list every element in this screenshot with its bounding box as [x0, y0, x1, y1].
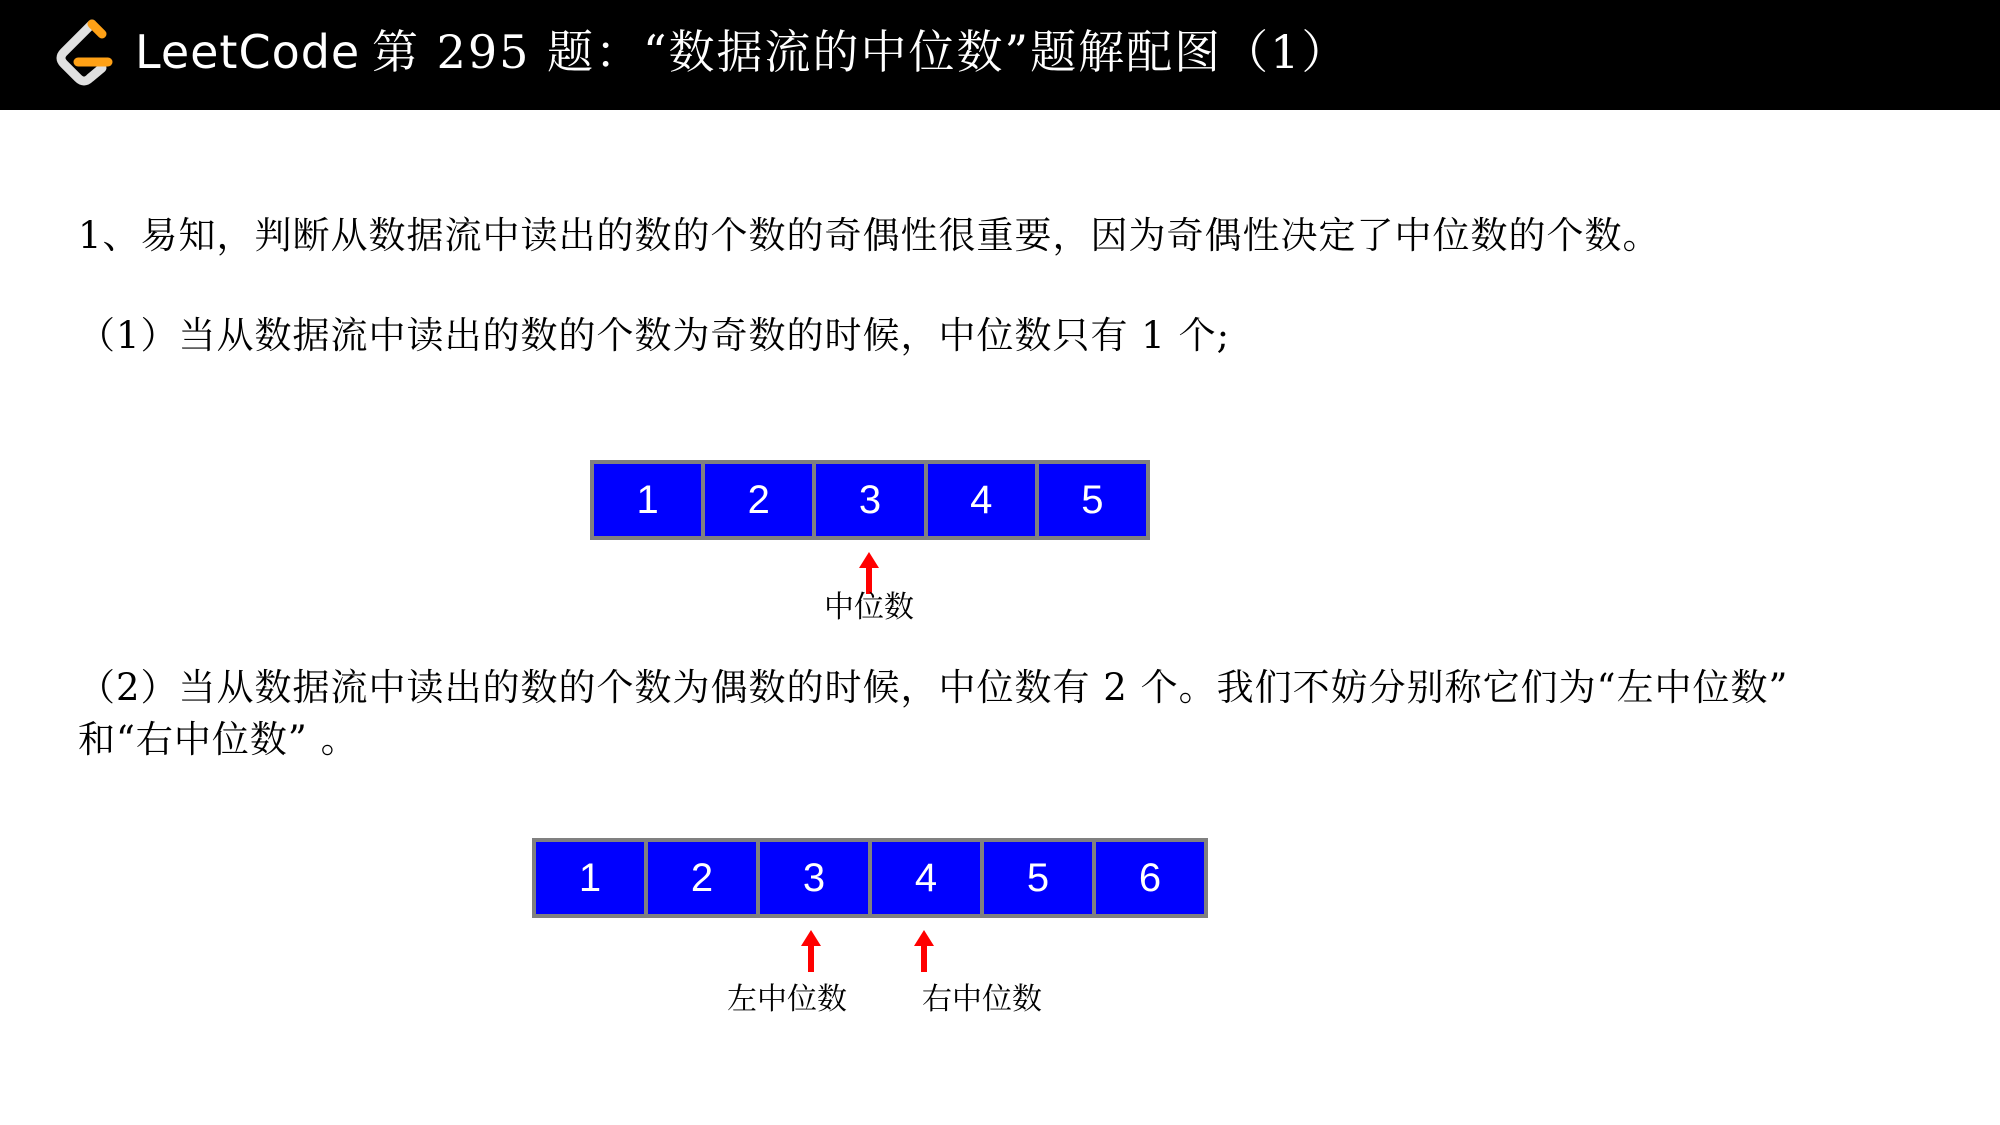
array-cell: 5: [984, 842, 1092, 914]
array-even: [532, 838, 1208, 918]
array-cell: 3: [816, 464, 923, 536]
median-label: 中位数: [824, 590, 914, 625]
paragraph-3-line-1: （2）当从数据流中读出的数的个数为偶数的时候，中位数有 2 个。我们不妨分别称它们为“左中位数”: [78, 666, 1789, 709]
header-bar: [0, 0, 2000, 110]
right-median-label: 右中位数: [922, 982, 1042, 1017]
array-cell: 1: [594, 464, 701, 536]
paragraph-2: （1）当从数据流中读出的数的个数为奇数的时候，中位数只有 1 个;: [78, 314, 1231, 357]
array-cell: 2: [648, 842, 756, 914]
paragraph-3-line-2: 和“右中位数” 。: [78, 718, 359, 761]
array-cell: 5: [1039, 464, 1146, 536]
left-median-arrow-icon: [801, 930, 821, 972]
brand-name: LeetCode: [135, 25, 361, 79]
paragraph-1: 1、易知，判断从数据流中读出的数的个数的奇偶性很重要，因为奇偶性决定了中位数的个数。: [78, 214, 1661, 257]
array-cell: 2: [705, 464, 812, 536]
right-median-arrow-icon: [914, 930, 934, 972]
page-title: 第 295 题：“数据流的中位数”题解配图（1）: [372, 25, 1350, 79]
array-cell: 3: [760, 842, 868, 914]
leetcode-logo-icon: [52, 18, 118, 90]
array-cell: 4: [872, 842, 980, 914]
array-odd: [590, 460, 1150, 540]
array-cell: 4: [928, 464, 1035, 536]
array-cell: 1: [536, 842, 644, 914]
left-median-label: 左中位数: [727, 982, 847, 1017]
array-cell: 6: [1096, 842, 1204, 914]
